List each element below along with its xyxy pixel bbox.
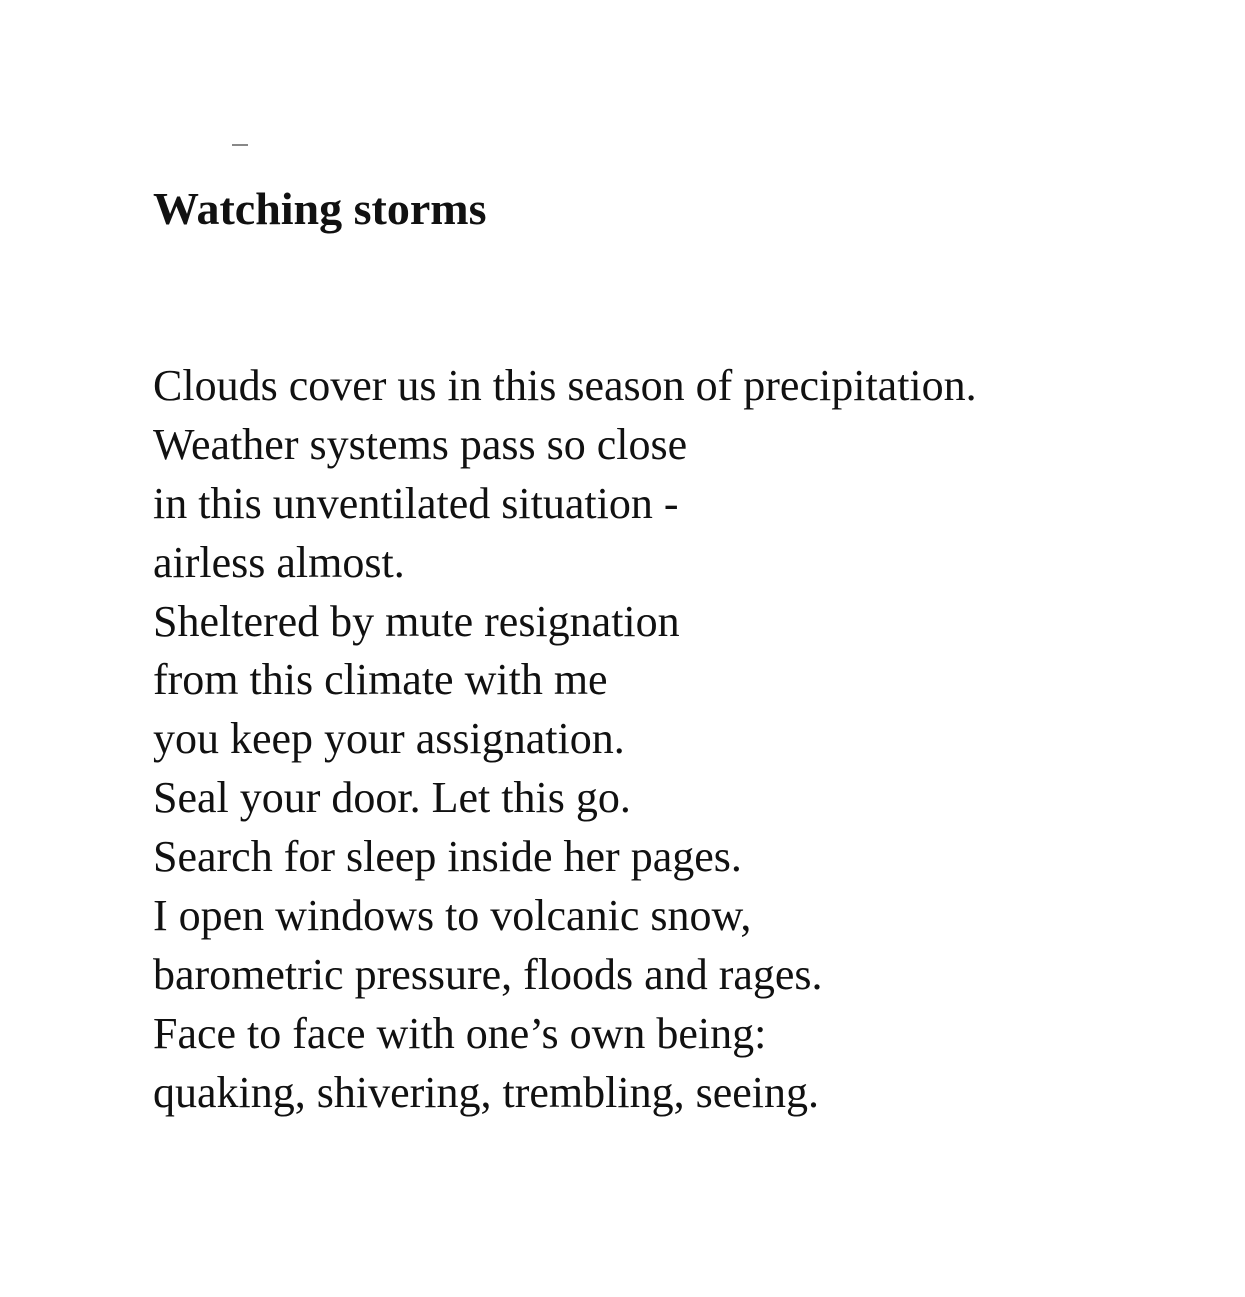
poem-line: I open windows to volcanic snow, [153, 891, 752, 941]
poem-line: Face to face with one’s own being: [153, 1008, 767, 1058]
poem-title: Watching storms [153, 183, 487, 234]
poem-body [153, 357, 977, 1123]
poem-line: in this unventilated situation - [153, 478, 679, 528]
stray-ink-mark [232, 144, 248, 146]
poem-line: Search for sleep inside her pages. [153, 832, 742, 882]
poem-line: barometric pressure, floods and rages. [153, 949, 823, 999]
poem-line: Clouds cover us in this season of precipitation. [153, 361, 977, 410]
poem-line: Seal your door. Let this go. [153, 773, 631, 823]
poem-line: Sheltered by mute resignation [153, 596, 680, 646]
poem-line: airless almost. [153, 537, 405, 587]
poem-line: from this climate with me [153, 655, 608, 705]
poem-line: quaking, shivering, trembling, seeing. [153, 1067, 819, 1117]
poem-line: Weather systems pass so close [153, 419, 688, 469]
poem-line: you keep your assignation. [153, 714, 625, 764]
